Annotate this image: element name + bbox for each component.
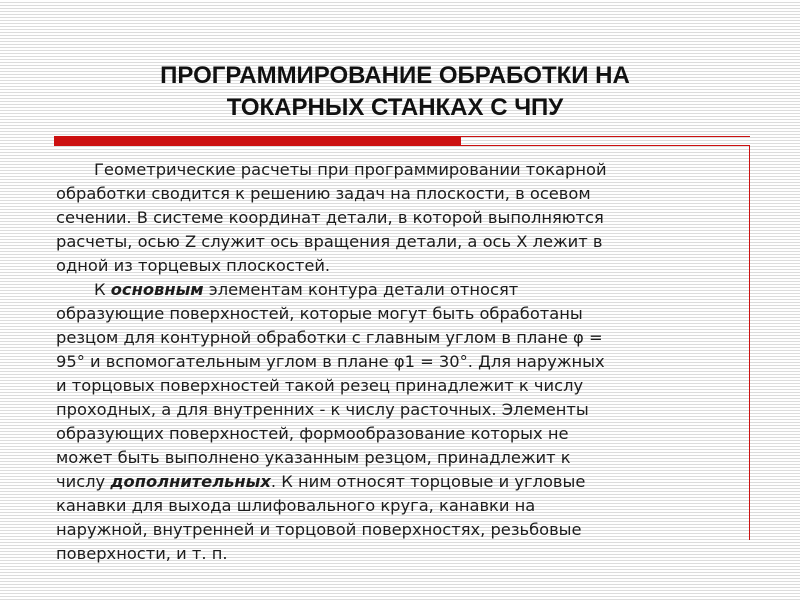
paragraph-1-line: Геометрические расчеты при программировании токарной [94, 160, 607, 179]
paragraph-2-line: поверхности, и т. п. [56, 544, 228, 563]
slide-body [56, 158, 746, 566]
paragraph-1-line: сечении. В системе координат детали, в которой выполняются [56, 208, 604, 227]
text-span: К [94, 280, 111, 299]
accent-rule-bottom [54, 145, 750, 146]
paragraph-2-line: резцом для контурной обработки с главным углом в плане φ = [56, 328, 603, 347]
paragraph-2-line: образующие поверхностей, которые могут быть обработаны [56, 304, 583, 323]
text-span: числу [56, 472, 111, 491]
accent-rule-vertical [749, 146, 750, 540]
paragraph-2-line: наружной, внутренней и торцовой поверхностях, резьбовые [56, 520, 582, 539]
title-line-1: ПРОГРАММИРОВАНИЕ ОБРАБОТКИ НА [160, 62, 630, 89]
text-span: . К ним относят торцовые и угловые [270, 472, 586, 491]
emphasis-additional: дополнительных [110, 472, 271, 491]
paragraph-2-line: канавки для выхода шлифовального круга, канавки на [56, 496, 536, 515]
paragraph-2-line: 95° и вспомогательным углом в плане φ1 = 30°. Для наружных [56, 352, 605, 371]
paragraph-1-line: расчеты, осью Z служит ось вращения детали, а ось X лежит в [56, 232, 603, 251]
paragraph-2-line: и торцовых поверхностей такой резец принадлежит к числу [56, 376, 584, 395]
paragraph-1-line: обработки сводится к решению задач на плоскости, в осевом [56, 184, 591, 203]
paragraph-2-line: проходных, а для внутренних - к числу расточных. Элементы [56, 400, 589, 419]
paragraph-2-line: может быть выполнено указанным резцом, принадлежит к [56, 448, 571, 467]
emphasis-basic: основным [110, 280, 204, 299]
paragraph-2-line: образующих поверхностей, формообразование которых не [56, 424, 569, 443]
paragraph-2-line [56, 470, 746, 494]
title-line-2: ТОКАРНЫХ СТАНКАХ С ЧПУ [226, 94, 564, 121]
slide-title [60, 60, 730, 124]
paragraph-1-line: одной из торцевых плоскостей. [56, 256, 331, 275]
text-span: элементам контура детали относят [203, 280, 519, 299]
paragraph-2-line [56, 278, 746, 302]
